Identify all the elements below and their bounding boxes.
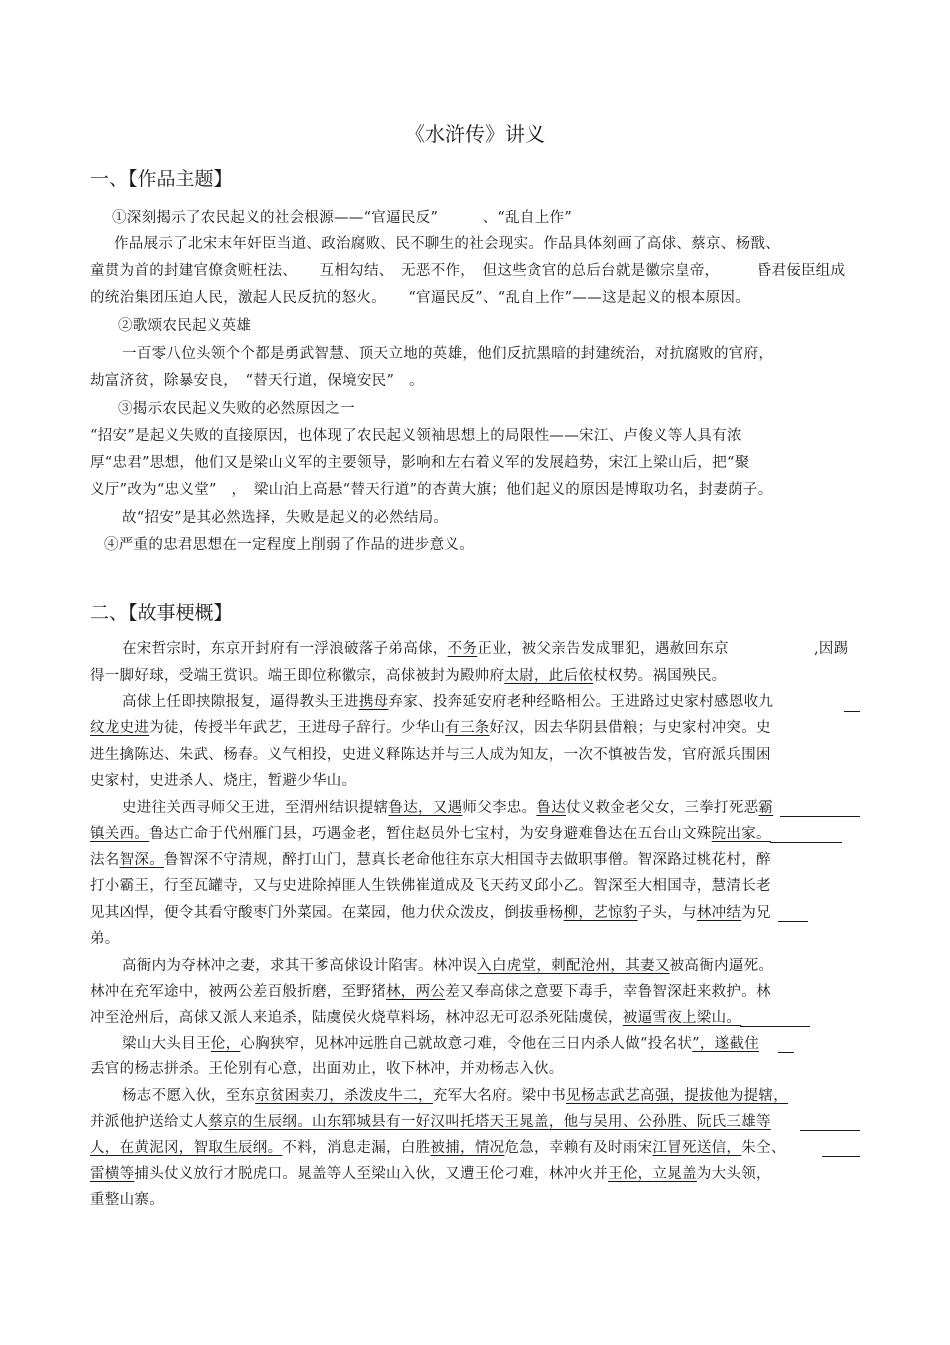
- text: 鲁达亡命于代州雁门县，巧遇金老，暂住赵员外七宝村，为安身避难鲁达在五台山文殊: [149, 826, 712, 842]
- text: 捕头仗义放行才脱虎口。晁盖等人至梁山入伙，又遭王伦刁难，林冲火并: [134, 1166, 609, 1182]
- fill-blank-text: 王伦，立晁盖: [608, 1166, 697, 1182]
- text: 不料，消息走漏，白胜: [282, 1140, 431, 1156]
- synopsis-line: [90, 666, 726, 686]
- text: 法名: [90, 852, 120, 868]
- text: 师父李忠。: [462, 800, 537, 816]
- synopsis-line: 打小霸王，行至瓦罐寺，又与史进除掉匪人生铁佛崔道成及飞天药叉邱小乙。智深至大相国寺，慧清长老: [90, 878, 771, 894]
- theme-line: 故“招安”是其必然选择，失败是起义的必然结局。: [122, 510, 449, 526]
- text: 在宋哲宗时，东京开封府有一浮浪破落子弟高俅，: [122, 641, 448, 657]
- section-heading-synopsis: 二、【故事梗概】: [90, 602, 233, 624]
- text: 正业，被父亲告发成罪犯，遇赦回东京: [477, 641, 729, 657]
- synopsis-line: [90, 1138, 786, 1158]
- fill-blank-text: 京贫困卖刀，杀泼皮牛二，: [255, 1088, 433, 1104]
- fill-blank-text: 雷横等: [90, 1166, 135, 1182]
- synopsis-line: [90, 1164, 771, 1184]
- text: 差又奉高俅之意要下毒手，幸鲁智深赶来救护。林: [445, 984, 771, 1000]
- theme-point-2: ②歌颂农民起义英雄: [118, 318, 252, 334]
- text: 林冲在充军途中，被两公差百般折磨，至野猪: [90, 984, 386, 1000]
- fill-blank-text: 林冲结: [696, 905, 742, 921]
- synopsis-line: [90, 850, 771, 870]
- text: 为徒，传授半年武艺，王进母子辞行。少华山: [149, 720, 446, 736]
- text: 高俅上任即挟隙报复，逼得教头王进: [122, 694, 359, 710]
- synopsis-line: [122, 639, 729, 659]
- text: 充军大名府。梁中书: [432, 1088, 567, 1104]
- text: 为兄: [741, 905, 771, 921]
- theme-point-3: ③揭示农民起义失败的必然原因之一: [118, 401, 355, 417]
- text: 得一脚好球，受端王赏识。端王即位称徽宗，高俅被封为殿帅府: [90, 668, 505, 684]
- text: 朱仝、: [741, 1140, 786, 1156]
- fill-blank-text: 人，: [90, 1140, 120, 1156]
- theme-line: 劫富济贫，除暴安良， “替天行道，保境安民” 。: [90, 373, 424, 389]
- fill-blank-text: 智深。: [119, 852, 165, 868]
- synopsis-line: [122, 692, 773, 712]
- text: 冲至沧州后，高俅又派人来追杀，陆虞侯火烧草料场，林冲忍无可忍杀死陆虞侯，: [90, 1010, 623, 1026]
- synopsis-line: [90, 982, 771, 1002]
- text: 好汉，因去华阴县借粮；与史家村冲突。史: [489, 720, 771, 736]
- page-title: 《水浒传》讲义: [405, 122, 545, 146]
- fill-blank-text: 林，两公: [386, 984, 446, 1000]
- text: 鲁智深不守清规，醉打山门，慧真长老命他往东京大相国寺去做职事僧。智深路过桃花村，醉: [164, 852, 771, 868]
- synopsis-line: [122, 798, 773, 818]
- fill-blank-text: 入白虎堂，刺配沧州，其妻又: [477, 958, 670, 974]
- blank-line: [770, 842, 842, 843]
- theme-line: 一百零八位头领个个都是勇武智慧、顶天立地的英雄，他们反抗黑暗的封建统治，对抗腐败的官府，: [122, 346, 774, 362]
- fill-blank-text: 柳，艺惊豹: [563, 905, 638, 921]
- synopsis-line: [122, 1086, 788, 1106]
- text: 为大头领，: [696, 1166, 771, 1182]
- text: 梁山大头目王: [122, 1036, 211, 1052]
- theme-point-4: ④严重的忠君思想在一定程度上削弱了作品的进步意义。: [104, 537, 474, 553]
- blank-line: [740, 1026, 810, 1027]
- section-heading-theme: 一、【作品主题】: [90, 168, 233, 190]
- text: 心胸狭窄，见林冲远胜自己就故意刁难，令他在三日内杀人做“投名状: [240, 1036, 693, 1052]
- theme-line: 的统治集团压迫人民，激起人民反抗的怒火。 “官逼民反”、“乱自上作”——这是起义的根本原因。: [90, 290, 750, 306]
- text: 杖权势。祸国殃民。: [593, 668, 727, 684]
- text: 子头，与: [637, 905, 697, 921]
- fill-blank-text: 纹龙史进: [90, 720, 150, 736]
- blank-line: [780, 816, 860, 817]
- fill-blank-text: 镇关西。: [90, 826, 150, 842]
- synopsis-line: 重整山寨。: [90, 1192, 164, 1208]
- fill-blank-text: 江冒死送信，: [652, 1140, 742, 1156]
- blank-line: [844, 711, 860, 712]
- synopsis-line: 史家村，史进杀人、烧庄，暂避少华山。: [90, 773, 357, 789]
- theme-line: 作品展示了北宋末年奸臣当道、政治腐败、民不聊生的社会现实。作品具体刻画了高俅、蔡京、杨戬、: [114, 236, 780, 252]
- fill-blank-text: 山东郓城县有一好汉叫托塔天王晁盖，他与吴用、公孙胜、阮氏三雄等: [312, 1114, 771, 1130]
- theme-line: “招安”是起义失败的直接原因，也体现了农民起义领袖思想上的局限性——宋江、卢俊义等人具有浓: [90, 428, 742, 444]
- fill-blank-text: 鲁达: [536, 800, 567, 816]
- theme-line: 童贯为首的封建官僚贪赃枉法、 互相勾结、 无恶不作， 但这些贪官的总后台就是徽宗皇帝， 昏君佞臣组成: [90, 263, 846, 279]
- fill-blank-text: 伦，: [210, 1036, 241, 1052]
- text: 高衙内为夺林冲之妻，求其干爹高俅设计陷害。林冲误: [122, 958, 478, 974]
- synopsis-line: [122, 1034, 759, 1054]
- fill-blank-text: 太尉，此后依: [504, 668, 594, 684]
- blank-line: [778, 1052, 794, 1053]
- fill-blank-text: 携母: [358, 694, 389, 710]
- fill-blank-text: ”，遂截住: [692, 1036, 760, 1052]
- fill-blank-text: 被逼雪夜上梁山。: [622, 1010, 742, 1026]
- synopsis-line: 丢官的杨志拼杀。王伦别有心意，出面劝止，收下林冲，并劝杨志入伙。: [90, 1061, 564, 1077]
- synopsis-line: 进生擒陈达、朱武、杨春。义气相投，史进义释陈达并与三人成为知友，一次不慎被告发，官府派兵围困: [90, 747, 771, 763]
- text: 并派他护送给丈人: [90, 1114, 209, 1130]
- synopsis-line: [90, 1112, 771, 1132]
- synopsis-line: ,因踢: [814, 641, 849, 657]
- text: 见其凶悍，便令其看守酸枣门外菜园。在菜园，他力伏众泼皮，倒拔垂杨: [90, 905, 564, 921]
- text: 杨志不愿入伙，至东: [122, 1088, 256, 1104]
- blank-line: [800, 1130, 860, 1131]
- fill-blank-text: 霸: [758, 800, 774, 816]
- theme-line: 厚“忠君”思想，他们又是梁山义军的主要领导，影响和左右着义军的发展趋势，宋江上梁山后，把“聚: [90, 455, 750, 471]
- synopsis-line: [90, 824, 771, 844]
- blank-line: [778, 921, 808, 922]
- fill-blank-text: 蔡京的生辰纲。: [208, 1114, 313, 1130]
- synopsis-line: [90, 903, 771, 923]
- fill-blank-text: 院出家。: [711, 826, 771, 842]
- synopsis-line: [90, 718, 771, 738]
- text: 弃家、投奔延安府老种经略相公。王进路过史家村感恩收九: [388, 694, 774, 710]
- theme-point-1: ①深刻揭示了农民起义的社会根源——“官逼民反” 、“乱自上作”: [112, 210, 573, 226]
- fill-blank-text: 不务: [447, 641, 478, 657]
- synopsis-line: [122, 956, 773, 976]
- fill-blank-text: 被捕，情况: [430, 1140, 505, 1156]
- text: 被高衙内逼死。: [669, 958, 774, 974]
- synopsis-line: [90, 1008, 741, 1028]
- fill-blank-text: 在黄泥冈，智取生辰纲。: [119, 1140, 283, 1156]
- fill-blank-text: 见杨志武艺高强，提拔他为提辖，: [566, 1088, 789, 1104]
- theme-line: 义厅”改为“忠义堂” ， 梁山泊上高悬“替天行道”的杏黄大旗；他们起义的原因是博取功名，封妻荫子。: [90, 482, 773, 498]
- text: 仗义救金老父女，三拳打死恶: [566, 800, 759, 816]
- fill-blank-text: 鲁达，又遇: [388, 800, 463, 816]
- blank-line: [822, 1156, 860, 1157]
- fill-blank-text: 有三条: [445, 720, 490, 736]
- text: 危急，幸赖有及时雨宋: [504, 1140, 653, 1156]
- synopsis-line: 弟。: [90, 931, 120, 947]
- text: 史进往关西寻师父王进，至渭州结识提辖: [122, 800, 389, 816]
